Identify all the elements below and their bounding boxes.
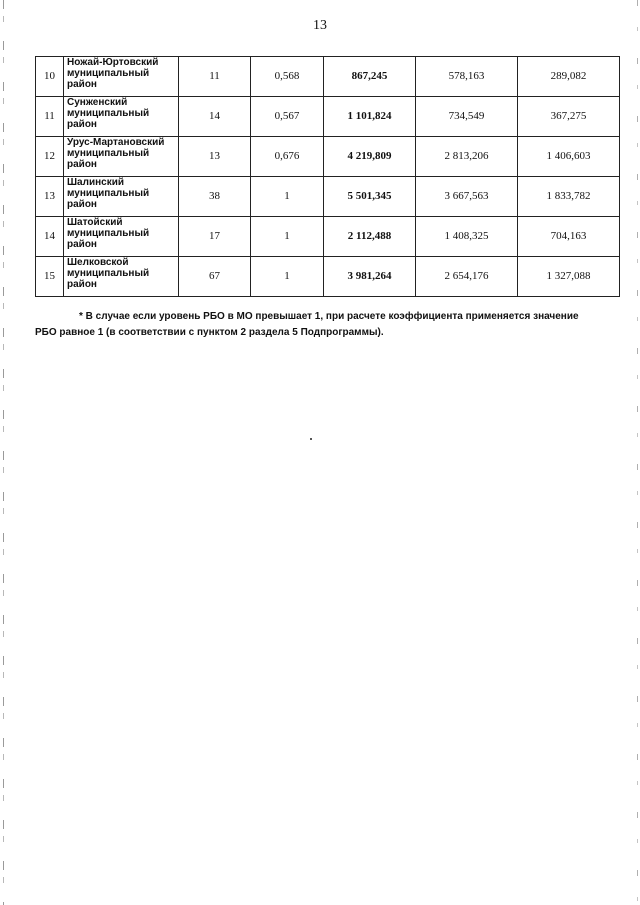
table-row [36,177,620,217]
value-cell: 1 406,603 [518,137,620,177]
value-cell: 2 813,206 [416,137,518,177]
scan-edge-left [3,0,4,905]
footnote-line-1: * В случае если уровень РБО в МО превышает 1, при расчете коэффициента применяется значение [79,311,579,322]
table-row [36,57,620,97]
value-cell: 578,163 [416,57,518,97]
row-number: 12 [36,137,64,177]
total-cell: 4 219,809 [324,137,416,177]
row-number: 15 [36,257,64,297]
row-number: 10 [36,57,64,97]
municipality-name: Урус-Мартановский муниципальный район [64,137,179,177]
scan-edge-right [637,0,638,905]
value-cell: 1 833,782 [518,177,620,217]
value-cell: 1 [251,177,324,217]
total-cell: 867,245 [324,57,416,97]
value-cell: 1 [251,217,324,257]
value-cell: 704,163 [518,217,620,257]
value-cell: 1 327,088 [518,257,620,297]
table-row [36,97,620,137]
value-cell: 67 [179,257,251,297]
total-cell: 5 501,345 [324,177,416,217]
municipality-name: Сунженский муниципальный район [64,97,179,137]
row-number: 14 [36,217,64,257]
table-row [36,217,620,257]
value-cell: 38 [179,177,251,217]
value-cell: 11 [179,57,251,97]
footnote-line-2: РБО равное 1 (в соответствии с пунктом 2 раздела 5 Подпрограммы). [35,327,384,338]
value-cell: 2 654,176 [416,257,518,297]
table-row [36,257,620,297]
municipality-name: Шатойский муниципальный район [64,217,179,257]
value-cell: 289,082 [518,57,620,97]
value-cell: 367,275 [518,97,620,137]
municipality-name: Шалинский муниципальный район [64,177,179,217]
total-cell: 1 101,824 [324,97,416,137]
footnote [35,309,619,341]
total-cell: 3 981,264 [324,257,416,297]
value-cell: 0,676 [251,137,324,177]
table-row [36,137,620,177]
page-number: 13 [313,18,327,33]
value-cell: 1 408,325 [416,217,518,257]
table-body [36,57,620,297]
municipality-name: Ножай-Юртовский муниципальный район [64,57,179,97]
scan-speck [310,438,312,440]
value-cell: 3 667,563 [416,177,518,217]
value-cell: 17 [179,217,251,257]
value-cell: 13 [179,137,251,177]
data-table [35,56,620,297]
value-cell: 14 [179,97,251,137]
value-cell: 0,568 [251,57,324,97]
row-number: 11 [36,97,64,137]
value-cell: 734,549 [416,97,518,137]
value-cell: 0,567 [251,97,324,137]
value-cell: 1 [251,257,324,297]
total-cell: 2 112,488 [324,217,416,257]
row-number: 13 [36,177,64,217]
municipality-name: Шелковской муниципальный район [64,257,179,297]
